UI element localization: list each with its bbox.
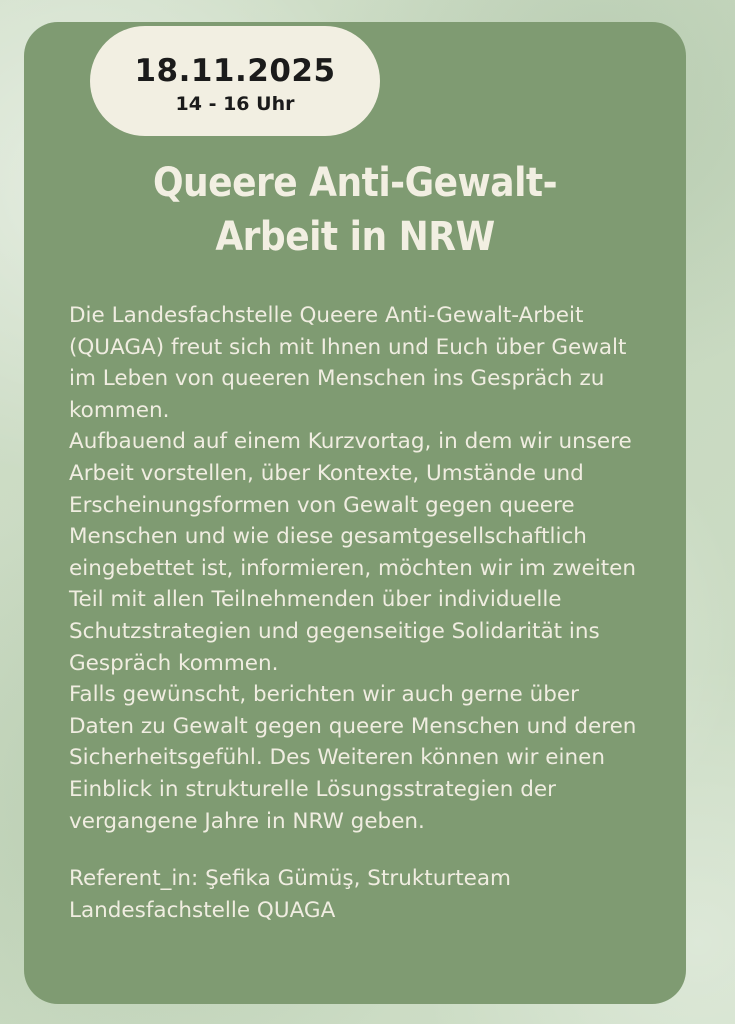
speaker-line-1: Referent_in: Şefika Gümüş, Strukturteam — [69, 866, 511, 892]
paragraph-2: Aufbauend auf einem Kurzvortag, in dem wir unsere Arbeit vorstellen, über Kontexte, Umstände und Erscheinungsformen von Gewalt gegen queere Menschen und wie diese gesamtgesellschaftlich eingebettet ist, informieren, möchten wir im zweiten Teil mit allen Teilnehmenden über individuelle Schutzstrategien und gegenseitige Solidarität ins Gespräch kommen. — [69, 429, 637, 676]
speaker-line-2: Landesfachstelle QUAGA — [69, 897, 336, 923]
title-line-2: Arbeit in NRW — [215, 214, 495, 260]
event-time: 14 - 16 Uhr — [175, 92, 295, 115]
poster-body — [69, 300, 646, 926]
poster-card — [24, 22, 686, 1004]
paragraph-3: Falls gewünscht, berichten wir auch gerne über Daten zu Gewalt gegen queere Menschen und deren Sicherheitsgefühl. Des Weiteren können wir einen Einblick in strukturelle Lösungsstrategien der vergangene Jahre in NRW geben. — [69, 682, 637, 834]
paragraph-1: Die Landesfachstelle Queere Anti-Gewalt-Arbeit (QUAGA) freut sich mit Ihnen und Euch über Gewalt im Leben von queeren Menschen ins Gespräch zu kommen. — [69, 303, 627, 423]
page-title — [24, 156, 686, 264]
title-line-1: Queere Anti-Gewalt- — [152, 160, 558, 206]
event-date: 18.11.2025 — [134, 52, 336, 89]
date-badge — [90, 26, 380, 136]
